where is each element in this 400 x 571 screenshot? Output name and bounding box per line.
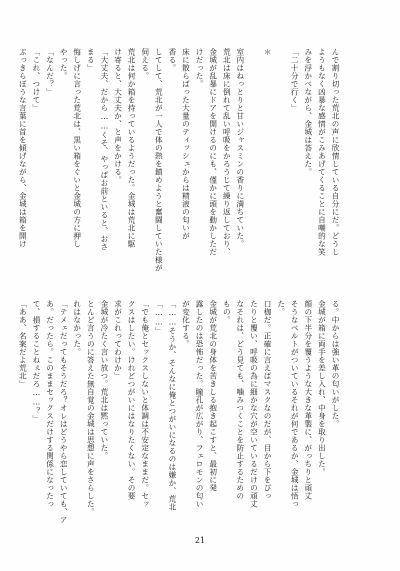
text-line: 悔しげに言った荒北は、黒い箱をぐいと金城の方に押し bbox=[72, 48, 82, 248]
text-line: 「でも俺とセックスしないと体調は不安定なままだ。セッ bbox=[140, 300, 150, 508]
text-line: そうなベルトがついているそれが何であるか、金城は悟っ bbox=[290, 300, 300, 508]
text-line: 金城が乱暴にドアを開けるのにも、僅かに頭を動かしただ bbox=[208, 48, 218, 256]
text-line: ぶっきらぼうな言葉に首を傾げながら、金城は箱を開け bbox=[18, 48, 28, 248]
text-line: 香る。 bbox=[167, 48, 177, 72]
text-line: 「これ、つけて」 bbox=[31, 48, 41, 112]
text-line: 荒北は何か箱を持っているようだった。金城は荒北に駆 bbox=[127, 48, 137, 248]
text-block-top bbox=[18, 48, 342, 280]
text-line: まる」 bbox=[86, 48, 96, 72]
text-line bbox=[274, 48, 288, 280]
text-line bbox=[247, 48, 261, 280]
text-line: 口枷だ。正確に言えばマスクなのだが、目から下をぴっ bbox=[263, 300, 273, 500]
text-line: 「なんだ？」 bbox=[45, 48, 55, 96]
text-line: 荒北は床に倒れて乱い呼吸をかろうじて繰り返しており、 bbox=[222, 48, 232, 256]
text-line: んで割り切った荒北の声に欣情している自分にだ。どうし bbox=[331, 48, 340, 256]
text-line: なそれは、どう見ても、噛みつくことを防止するための bbox=[235, 300, 245, 500]
text-line: 金城が冷たく言い放つ。荒北は黙っていた。 bbox=[99, 300, 109, 460]
text-line: れはなかった。 bbox=[72, 300, 82, 356]
text-line: 「……そうか、そんなに俺とつがいになるのは嫌か、荒北 bbox=[167, 300, 177, 511]
text-line: してして、荒北が一人で体の熱を鎮めようと奮闘していた様が bbox=[154, 48, 164, 272]
text-line: みを浮かべながら、金城は答えた。 bbox=[303, 48, 313, 176]
text-line: 「……」 bbox=[154, 300, 164, 335]
text-line: 「大丈夫、だから……くそ、やっぱお前といると、おさ bbox=[99, 48, 109, 251]
text-line: たりと覆い、呼吸の為に細かな穴が空いているだけの頑丈 bbox=[249, 300, 259, 508]
text-block-bottom bbox=[18, 300, 342, 532]
text-line: 伺える。 bbox=[140, 48, 150, 80]
page-number: 21 bbox=[194, 536, 206, 545]
text-line: とんど言うのに答えた無自覚の金城は思想に声をさらした。 bbox=[86, 300, 96, 516]
text-line: 求がこれってわけか」 bbox=[113, 300, 123, 380]
text-line: 「テメェだってもそうだろ？オレはどうやら恋していても、ア bbox=[59, 300, 69, 524]
text-line: 露したのは恐怖だった。瞳孔が広がり、フェロモンの匂い bbox=[195, 300, 205, 508]
text-line: 顔の下半分を覆うような大きな革製に、がっちりと頑丈 bbox=[303, 300, 313, 500]
text-line: ＊ bbox=[263, 48, 273, 56]
text-line: 「二十分で行く」 bbox=[290, 48, 300, 112]
text-line: 室内はねっとりと甘いジャスミンの香りに満ちていた。 bbox=[235, 48, 245, 248]
text-line: 金城が箱に両手を差し入れ、中身を取り出した。 bbox=[317, 300, 327, 476]
text-line: 「ああ、名案だよ荒北」 bbox=[18, 300, 28, 388]
text-line: 床に散らばった大量のティッシュからは精液の匂いが bbox=[181, 48, 191, 240]
text-line: ようもなく凶暴な感情がこみあげてくることに自嘲的な笑 bbox=[317, 48, 327, 256]
text-line: もの。 bbox=[222, 300, 232, 324]
text-line: クスはしたい。けれどつがいにはなりたくない。その要 bbox=[127, 300, 137, 500]
text-line: やった。 bbox=[59, 48, 69, 80]
text-line: る。中からは強い革の匂いがした。 bbox=[331, 300, 340, 428]
text-line: が変化する。 bbox=[181, 300, 191, 348]
text-line: て、損することねぇだろ……？」 bbox=[31, 300, 41, 423]
text-line: けだった。 bbox=[195, 48, 205, 88]
text-line: あ。だったら。このままセックスだけする関係になったっ bbox=[45, 300, 55, 508]
text-line: け寄ると、大丈夫か、と声をかける。 bbox=[113, 48, 123, 184]
text-line: た。 bbox=[276, 300, 286, 316]
text-line: 金城が荒北の身体を苦きしる抱き起こすと、最初に発 bbox=[208, 300, 218, 492]
